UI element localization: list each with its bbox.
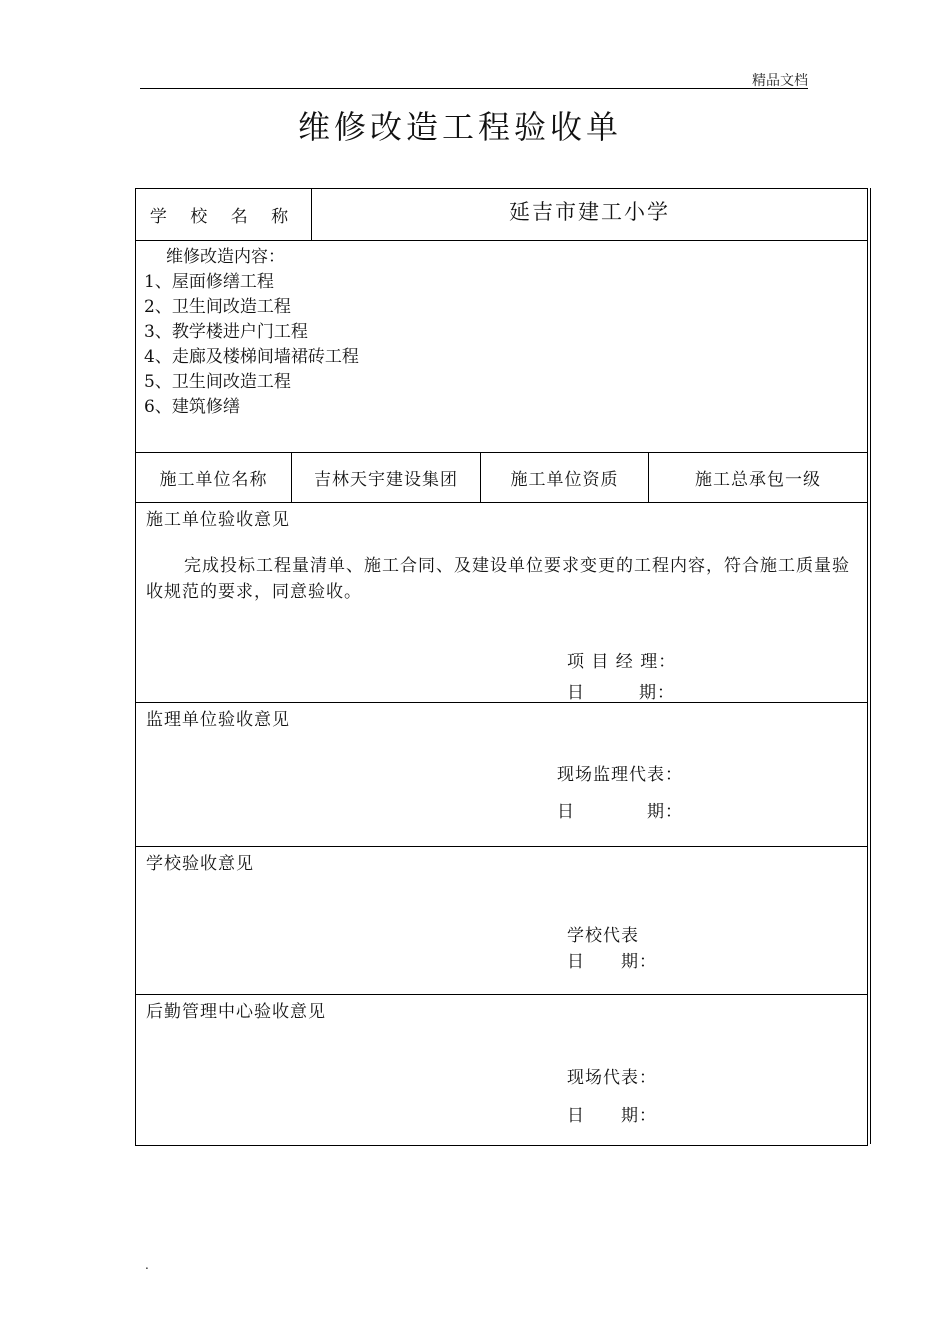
school-opinion-date: 日 期：	[567, 952, 657, 972]
contractor-qualification-label: 施工单位资质	[481, 453, 649, 502]
renovation-content-list	[144, 270, 867, 420]
contractor-row	[136, 453, 867, 503]
acceptance-form	[135, 188, 868, 1146]
school-opinion-section	[136, 847, 867, 995]
school-opinion-title: 学校验收意见	[146, 854, 254, 874]
project-manager-signature: 项 目 经 理：	[567, 652, 677, 672]
logistics-opinion-section	[136, 995, 867, 1145]
list-item: 5、卫生间改造工程	[144, 372, 291, 392]
list-item: 4、走廊及楼梯间墙裙砖工程	[144, 347, 359, 367]
renovation-content-heading: 维修改造内容：	[166, 247, 285, 267]
logistics-opinion-date: 日 期：	[567, 1106, 657, 1126]
list-item: 2、卫生间改造工程	[144, 297, 291, 317]
list-item: 6、建筑修缮	[144, 397, 240, 417]
contractor-opinion-text: 完成投标工程量清单、施工合同、及建设单位要求变更的工程内容，符合施工质量验收规范的要求，同意验收。	[146, 556, 850, 602]
list-item: 1、屋面修缮工程	[144, 272, 274, 292]
contractor-opinion-title: 施工单位验收意见	[146, 510, 290, 530]
supervisor-representative-signature: 现场监理代表：	[557, 765, 683, 785]
logistics-representative-signature: 现场代表：	[567, 1068, 657, 1088]
school-representative-signature: 学校代表	[567, 926, 639, 946]
page-title: 维修改造工程验收单	[297, 108, 622, 146]
footer-mark: .	[145, 1258, 149, 1272]
school-name-label: 学 校 名 称	[136, 189, 312, 240]
contractor-opinion-date: 日 期：	[567, 683, 675, 703]
contractor-opinion-section	[136, 503, 867, 703]
supervisor-opinion-date: 日 期：	[557, 802, 683, 822]
school-row	[136, 189, 867, 241]
supervisor-opinion-section	[136, 703, 867, 847]
supervisor-opinion-title: 监理单位验收意见	[146, 710, 290, 730]
contractor-name-value: 吉林天宇建设集团	[292, 453, 481, 502]
school-name-value: 延吉市建工小学	[509, 199, 670, 224]
contractor-qualification-value: 施工总承包一级	[695, 470, 821, 490]
contractor-name-label: 施工单位名称	[136, 453, 292, 502]
renovation-content-row	[136, 241, 867, 453]
logistics-opinion-title: 后勤管理中心验收意见	[146, 1002, 326, 1022]
header-tag: 精品文档	[752, 73, 808, 89]
table-outer-border	[870, 188, 871, 1144]
list-item: 3、教学楼进户门工程	[144, 322, 308, 342]
header-divider	[140, 88, 808, 89]
